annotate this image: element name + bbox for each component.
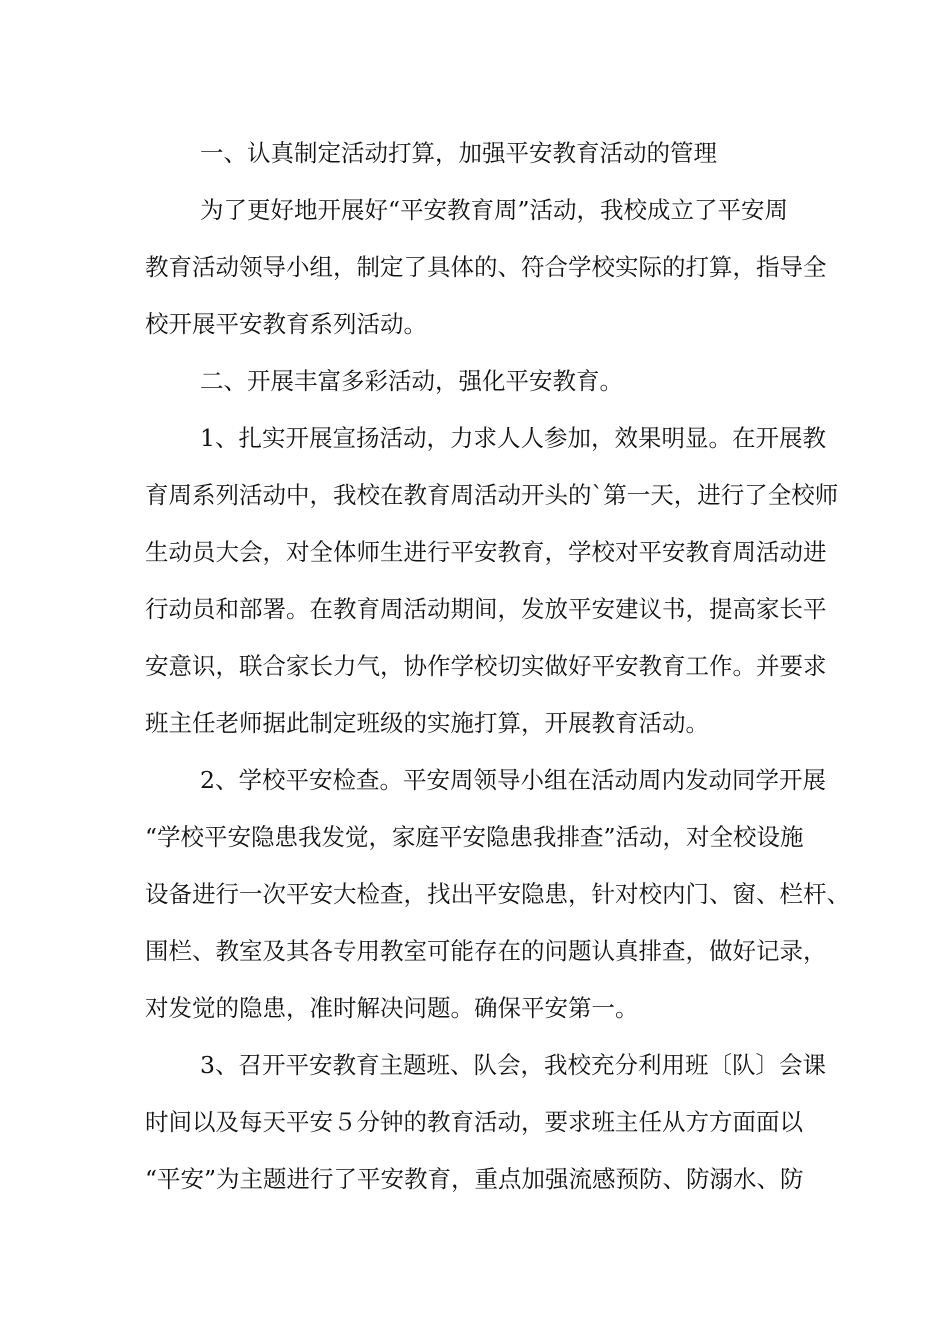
paragraph-line: 安意识，联合家长力气，协作学校切实做好平安教育工作。并要求	[145, 652, 827, 680]
paragraph-line: 教育活动领导小组，制定了具体的、符合学校实际的打算，指导全	[145, 253, 827, 281]
section-heading-1: 一、认真制定活动打算，加强平安教育活动的管理	[200, 139, 717, 167]
paragraph-line: “学校平安隐患我发觉，家庭平安隐患我排查”活动，对全校设施	[145, 823, 804, 851]
paragraph-line: 设备进行一次平安大检查，找出平安隐患，针对校内门、窗、栏杆、	[145, 880, 850, 908]
paragraph-line: 校开展平安教育系列活动。	[145, 310, 427, 338]
paragraph-line: 为了更好地开展好“平安教育周”活动，我校成立了平安周	[200, 196, 789, 224]
paragraph-line: 行动员和部署。在教育周活动期间，发放平安建议书，提高家长平	[145, 595, 827, 623]
paragraph-line: 1、扎实开展宣扬活动，力求人人参加，效果明显。在开展教	[200, 424, 826, 452]
paragraph-line: 生动员大会，对全体师生进行平安教育，学校对平安教育周活动进	[145, 538, 827, 566]
paragraph-line: 2、学校平安检查。平安周领导小组在活动周内发动同学开展	[200, 766, 826, 794]
paragraph-line: 对发觉的隐患，准时解决问题。确保平安第一。	[145, 994, 639, 1022]
paragraph-line: 3、召开平安教育主题班、队会，我校充分利用班〔队〕会课	[200, 1051, 826, 1079]
paragraph-line: 班主任老师据此制定班级的实施打算，开展教育活动。	[145, 709, 709, 737]
paragraph-line: 围栏、教室及其各专用教室可能存在的问题认真排查，做好记录，	[145, 937, 827, 965]
paragraph-line: 育周系列活动中，我校在教育周活动开头的`第一天，进行了全校师	[145, 481, 839, 509]
paragraph-line: “平安”为主题进行了平安教育，重点加强流感预防、防溺水、防	[145, 1165, 804, 1193]
section-heading-2: 二、开展丰富多彩活动，强化平安教育。	[200, 367, 623, 395]
paragraph-line: 时间以及每天平安５分钟的教育活动，要求班主任从方方面面以	[145, 1108, 803, 1136]
